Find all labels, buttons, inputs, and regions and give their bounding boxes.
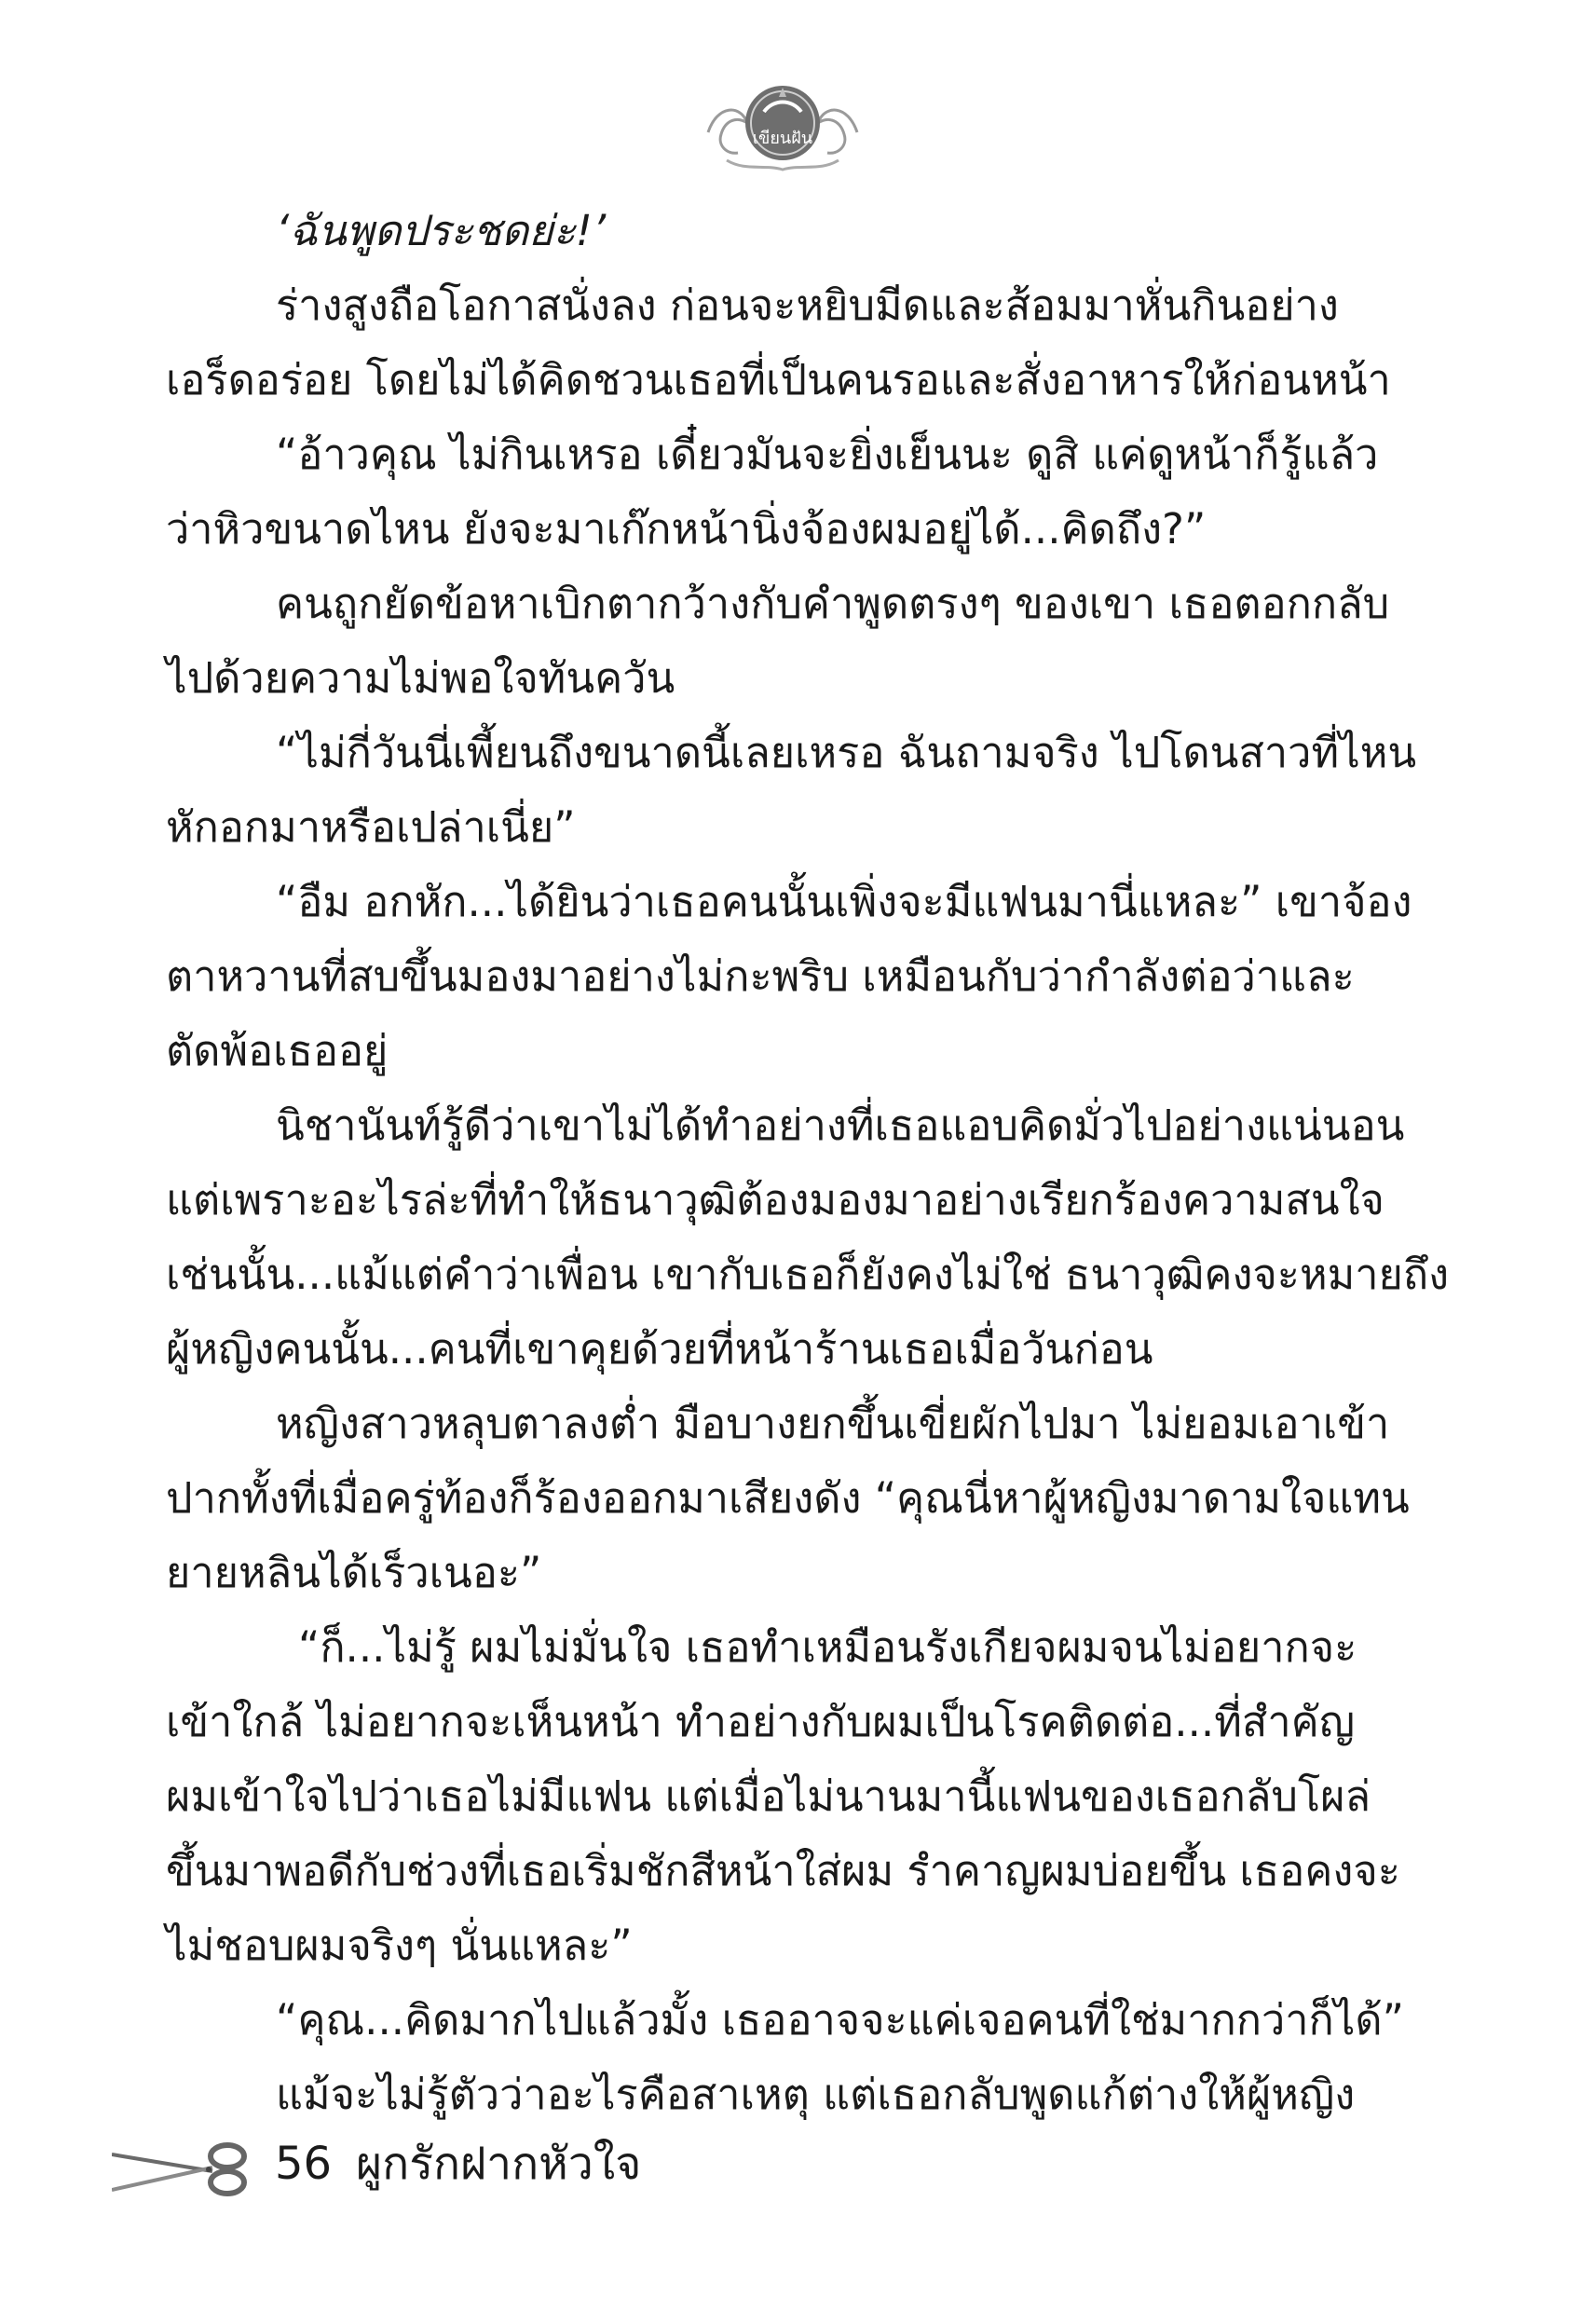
header-logo — [689, 67, 876, 179]
paragraph-line: ยายหลินได้เร็วเนอะ” — [166, 1548, 542, 1597]
paragraph-line: แม้จะไม่รู้ตัวว่าอะไรคือสาเหตุ แต่เธอกลับพูดแก้ต่างให้ผู้หญิง — [276, 2070, 1356, 2119]
paragraph-line: ไปด้วยความไม่พอใจทันควัน — [166, 653, 675, 703]
paragraph-line: ว่าหิวขนาดไหน ยังจะมาเก๊กหน้านิ่งจ้องผมอยู่ได้...คิดถึง?” — [166, 504, 1207, 554]
paragraph-line: ผู้หญิงคนนั้น...คนที่เขาคุยด้วยที่หน้าร้านเธอเมื่อวันก่อน — [166, 1324, 1153, 1374]
paragraph-line: แต่เพราะอะไรล่ะที่ทำให้ธนาวุฒิต้องมองมาอย่างเรียกร้องความสนใจ — [166, 1175, 1385, 1224]
ornamental-crest-icon — [689, 67, 876, 179]
paragraph-line: ผมเข้าใจไปว่าเธอไม่มีแฟน แต่เมื่อไม่นานมานี้แฟนของเธอกลับโผล่ — [166, 1771, 1371, 1821]
book-title: ผูกรักฝากหัวใจ — [356, 2138, 642, 2190]
paragraph-line: หักอกมาหรือเปล่าเนี่ย” — [166, 802, 576, 852]
paragraph-line: คนถูกยัดข้อหาเบิกตากว้างกับคำพูดตรงๆ ของเขา เธอตอกกลับ — [276, 579, 1390, 628]
paragraph-line: ‘ฉันพูดประชดย่ะ!’ — [276, 206, 607, 255]
paragraph-line: เช่นนั้น...แม้แต่คำว่าเพื่อน เขากับเธอก็ยังคงไม่ใช่ ธนาวุฒิคงจะหมายถึง — [166, 1250, 1450, 1299]
page-footer — [112, 2126, 764, 2210]
paragraph-line: ตัดพ้อเธออยู่ — [166, 1026, 389, 1075]
page-body — [166, 194, 1450, 2132]
paragraph-line: ร่างสูงถือโอกาสนั่งลง ก่อนจะหยิบมีดและส้อมมาหั่นกินอย่าง — [276, 280, 1339, 330]
paragraph-line: เอร็ดอร่อย โดยไม่ได้คิดชวนเธอที่เป็นคนรอและสั่งอาหารให้ก่อนหน้า — [166, 355, 1391, 404]
paragraph-line: ไม่ชอบผมจริงๆ นั่นแหละ” — [166, 1921, 633, 1970]
paragraph-line: หญิงสาวหลุบตาลงต่ำ มือบางยกขึ้นเขี่ยผักไปมา ไม่ยอมเอาเข้า — [276, 1399, 1390, 1448]
page-number: 56 — [275, 2138, 333, 2190]
paragraph-line: ขึ้นมาพอดีกับช่วงที่เธอเริ่มชักสีหน้าใส่ผม รำคาญผมบ่อยขึ้น เธอคงจะ — [166, 1846, 1400, 1895]
logo-text: เขียนฝัน — [752, 129, 813, 148]
paragraph-line: “ก็...ไม่รู้ ผมไม่มั่นใจ เธอทำเหมือนรังเกียจผมจนไม่อยากจะ — [298, 1622, 1357, 1672]
paragraph-line: ตาหวานที่สบขึ้นมองมาอย่างไม่กะพริบ เหมือนกับว่ากำลังต่อว่าและ — [166, 951, 1355, 1001]
paragraph-line: นิชานันท์รู้ดีว่าเขาไม่ได้ทำอย่างที่เธอแอบคิดมั่วไปอย่างแน่นอน — [276, 1101, 1405, 1150]
paragraph-line: “ไม่กี่วันนี่เพี้ยนถึงขนาดนี้เลยเหรอ ฉันถามจริง ไปโดนสาวที่ไหน — [276, 728, 1417, 777]
paragraph-line: เข้าใกล้ ไม่อยากจะเห็นหน้า ทำอย่างกับผมเป็นโรคติดต่อ...ที่สำคัญ — [166, 1697, 1356, 1746]
scissors-icon — [112, 2134, 252, 2199]
paragraph-line: ปากทั้งที่เมื่อครู่ท้องก็ร้องออกมาเสียงดัง “คุณนี่หาผู้หญิงมาดามใจแทน — [166, 1473, 1410, 1523]
paragraph-line: “คุณ...คิดมากไปแล้วมั้ง เธออาจจะแค่เจอคนที่ใช่มากกว่าก็ได้” — [276, 1995, 1404, 2044]
paragraph-line: “อ้าวคุณ ไม่กินเหรอ เดี๋ยวมันจะยิ่งเย็นนะ ดูสิ แค่ดูหน้าก็รู้แล้ว — [276, 430, 1379, 479]
paragraph-line: “อืม อกหัก...ได้ยินว่าเธอคนนั้นเพิ่งจะมีแฟนมานี่แหละ” เขาจ้อง — [276, 877, 1412, 926]
